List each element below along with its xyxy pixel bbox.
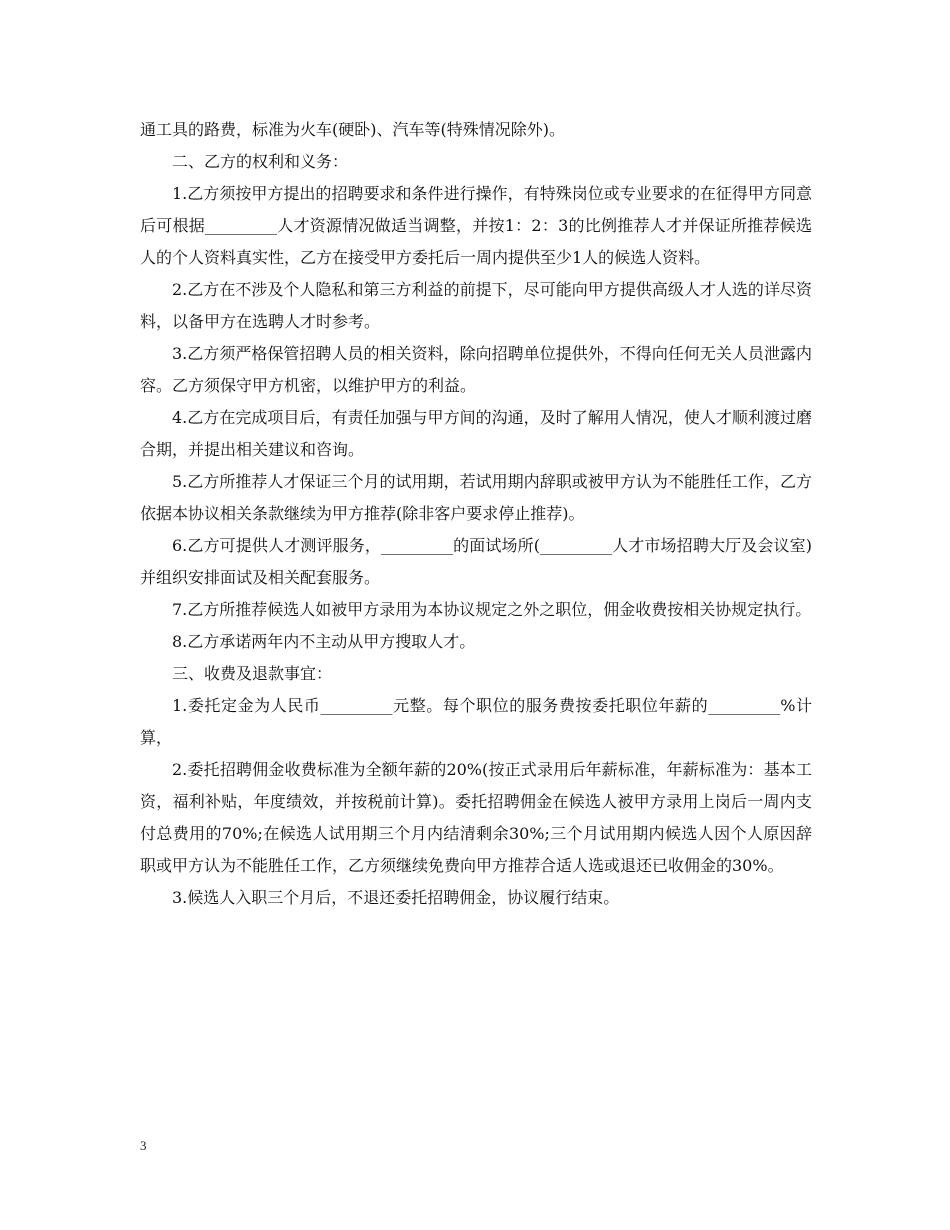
clause-2-1: 1.乙方须按甲方提出的招聘要求和条件进行操作，有特殊岗位或专业要求的在征得甲方同意后可根据_________人才资源情况做适当调整，并按1：2：3的比例推荐人才并保证所推荐候选人的个人资料真实性，乙方在接受甲方委托后一周内提供至少1人的候选人资料。 [140,184,812,267]
section-heading-fees-refunds: 三、收费及退款事宜： [172,664,333,683]
clause-2-7: 7.乙方所推荐候选人如被甲方录用为本协议规定之外之职位，佣金收费按相关协规定执行。 [172,600,812,619]
clause-2-6: 6.乙方可提供人才测评服务，_________的面试场所(_________人才市场招聘大厅及会议室)并组织安排面试及相关配套服务。 [140,536,812,587]
clause-2-8: 8.乙方承诺两年内不主动从甲方搜取人才。 [172,632,476,651]
section-heading-rights-obligations: 二、乙方的权利和义务： [172,152,349,171]
clause-2-2: 2.乙方在不涉及个人隐私和第三方利益的前提下，尽可能向甲方提供高级人才人选的详尽资料，以备甲方在选聘人才时参考。 [140,280,812,331]
paragraph: 通工具的路费，标准为火车(硬卧)、汽车等(特殊情况除外)。 [140,120,565,139]
page-number: 3 [140,1138,147,1153]
clause-2-5: 5.乙方所推荐人才保证三个月的试用期，若试用期内辞职或被甲方认为不能胜任工作，乙方依据本协议相关条款继续为甲方推荐(除非客户要求停止推荐)。 [140,472,812,523]
clause-3-2: 2.委托招聘佣金收费标准为全额年薪的20%(按正式录用后年薪标准，年薪标准为：基本工资，福利补贴，年度绩效，并按税前计算)。委托招聘佣金在候选人被甲方录用上岗后一周内支付总费用的70%;在候选人试用期三个月内结清剩余30%;三个月试用期内候选人因个人原因辞职或甲方认为不能胜任工作，乙方须继续免费向甲方推荐合适人选或退还已收佣金的30%。 [140,760,812,875]
document-body [140,114,812,914]
clause-3-1: 1.委托定金为人民币_________元整。每个职位的服务费按委托职位年薪的_________%计算， [140,696,812,747]
clause-2-4: 4.乙方在完成项目后，有责任加强与甲方间的沟通，及时了解用人情况，使人才顺利渡过磨合期，并提出相关建议和咨询。 [140,408,812,459]
clause-3-3: 3.候选人入职三个月后，不退还委托招聘佣金，协议履行结束。 [172,888,620,907]
clause-2-3: 3.乙方须严格保管招聘人员的相关资料，除向招聘单位提供外，不得向任何无关人员泄露内容。乙方须保守甲方机密，以维护甲方的利益。 [140,344,812,395]
